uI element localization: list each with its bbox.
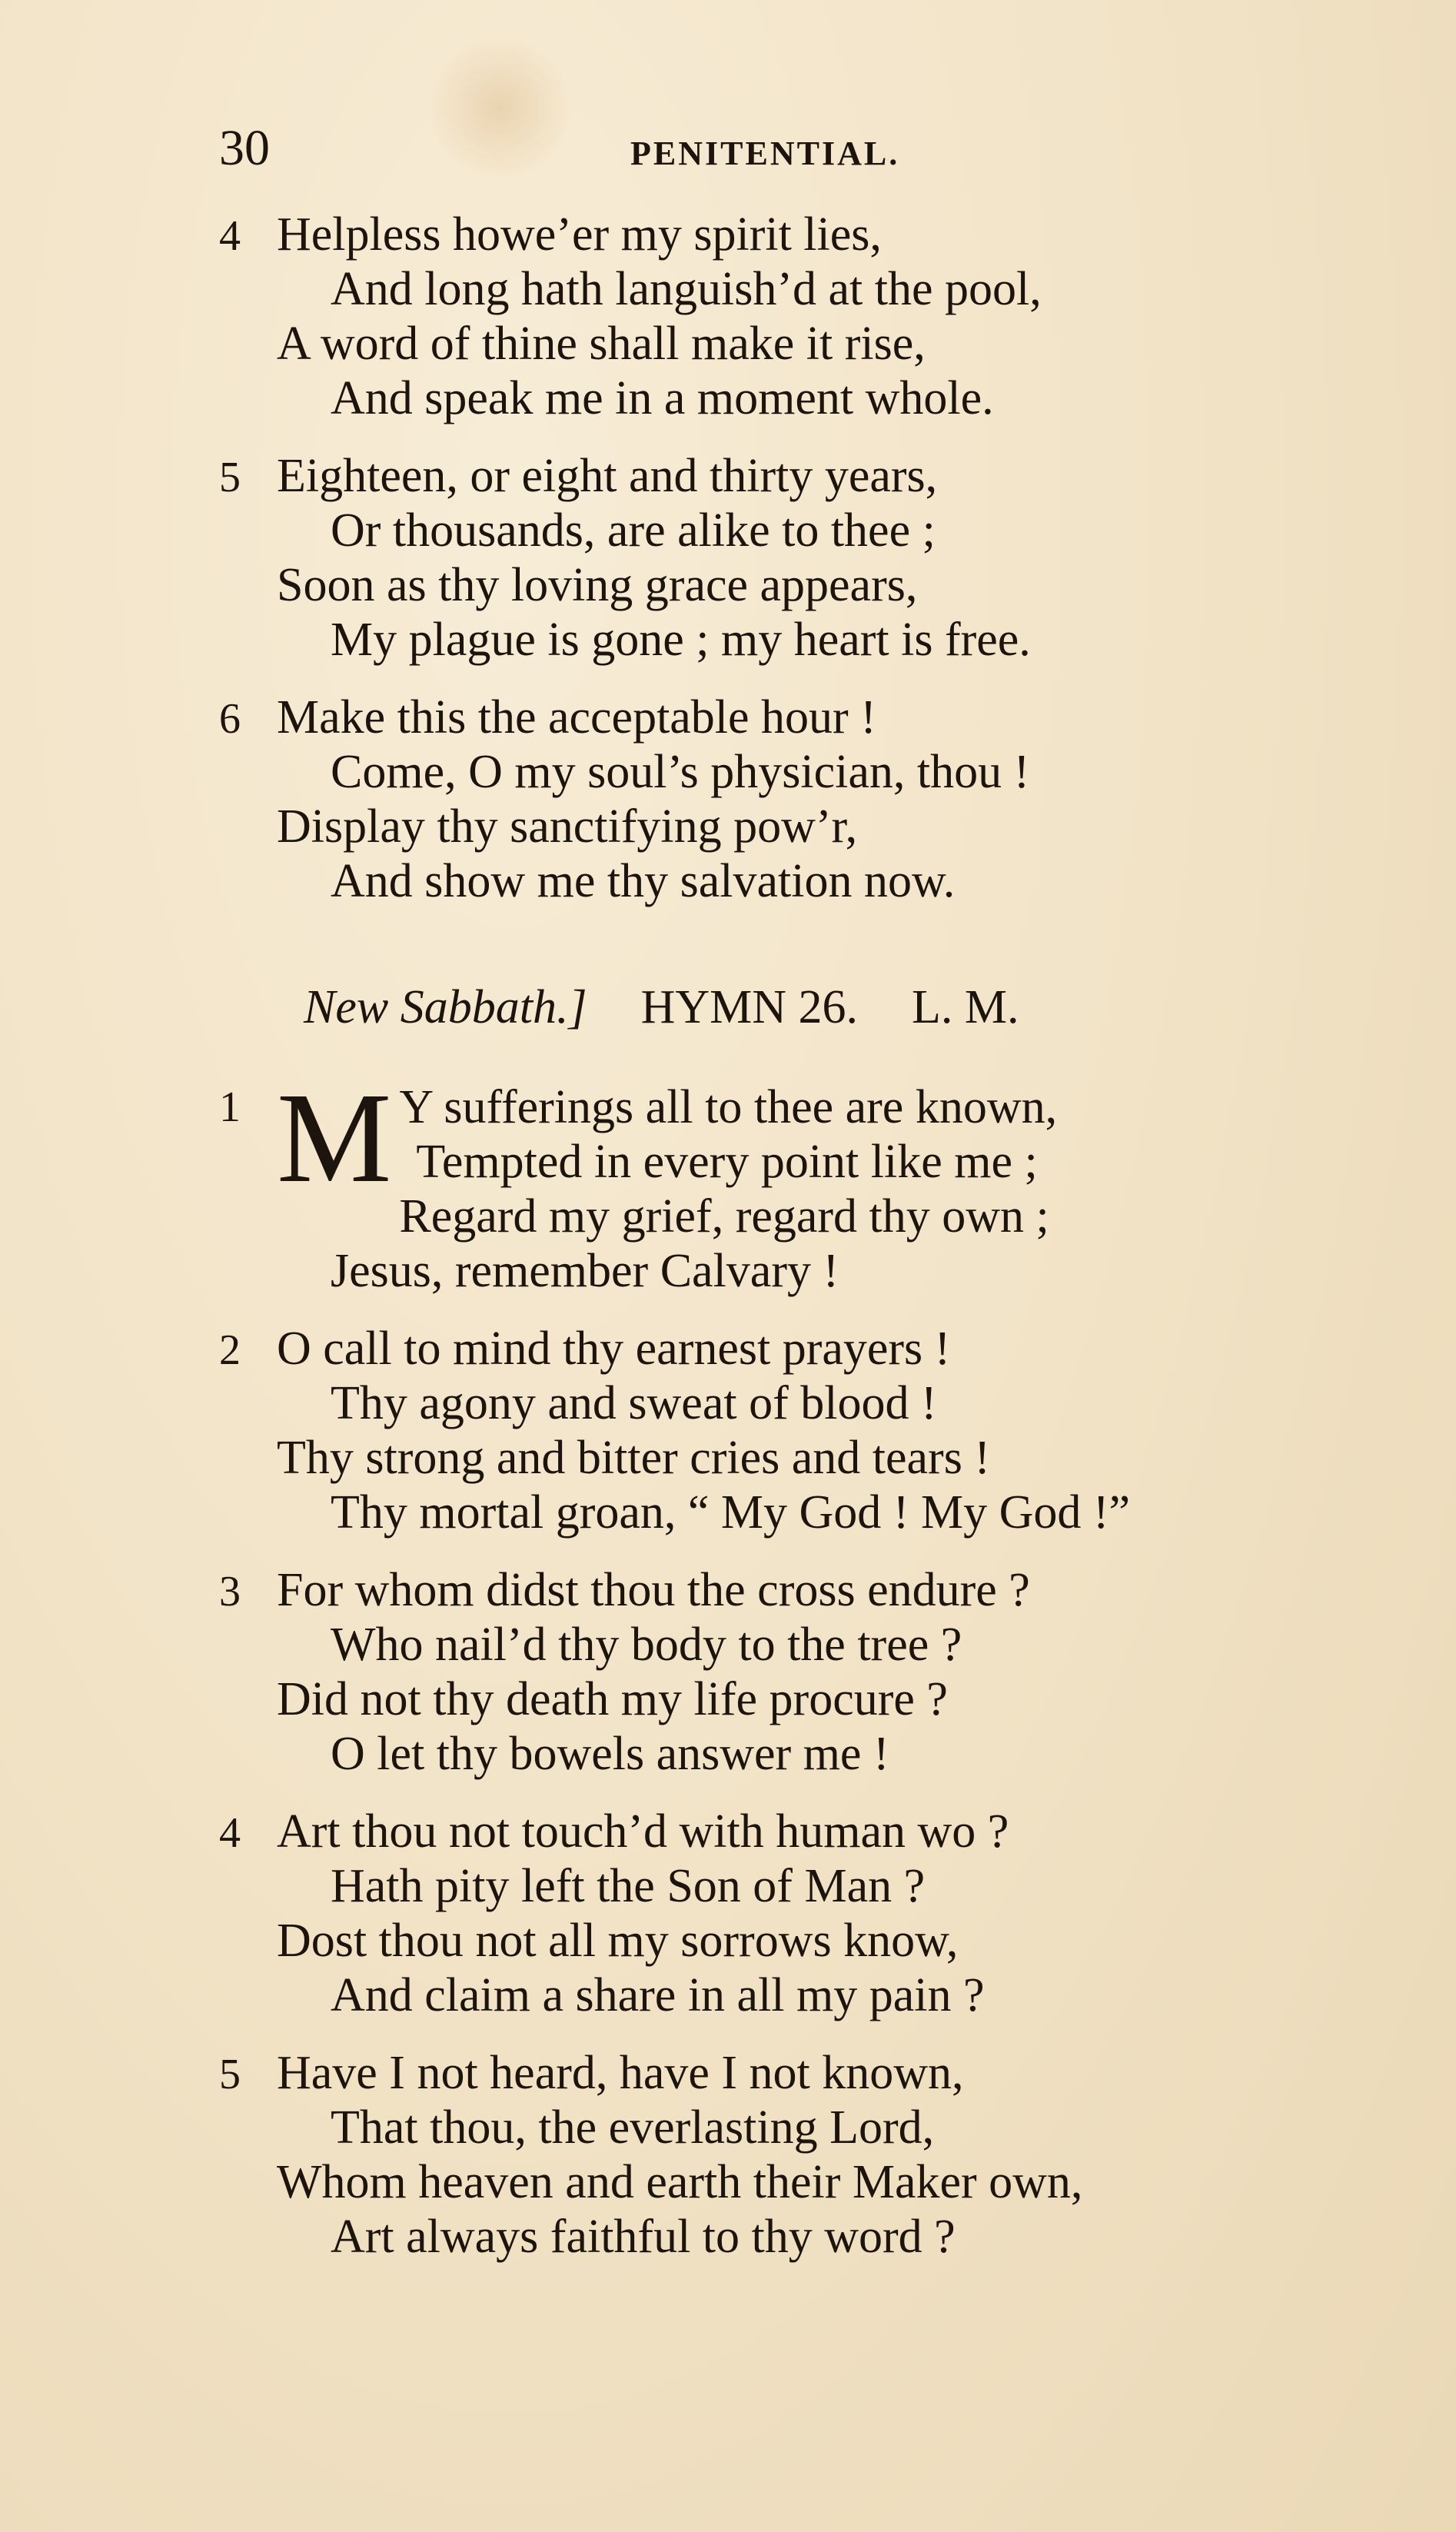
verse-line: My plague is gone ; my heart is free. [331, 614, 1031, 666]
drop-cap: M [277, 1066, 392, 1209]
verse-line: Soon as thy loving grace appears, [277, 559, 918, 611]
verse-line: And claim a share in all my pain ? [331, 1969, 985, 2021]
verse-line: 5 Eighteen, or eight and thirty years, [219, 449, 1280, 504]
verse-line: Regard my grief, regard thy own ; [399, 1190, 1049, 1243]
verse-line: Or thousands, are alike to thee ; [331, 504, 936, 557]
verse-line: 6 Make this the acceptable hour ! [219, 690, 1280, 745]
verse-line: Whom heaven and earth their Maker own, [277, 2156, 1083, 2208]
stanza-number: 1 [219, 1083, 241, 1131]
verse-line: Did not thy death my life procure ? [277, 1673, 948, 1725]
stanza-number: 5 [219, 2051, 241, 2098]
drop-cap-block [219, 1066, 1280, 1209]
stanza-number: 6 [219, 695, 241, 743]
running-head [219, 121, 1218, 175]
verse-line: A word of thine shall make it rise, [277, 318, 926, 370]
stanza-number: 4 [219, 1809, 241, 1857]
hymn-meter: L. M. [912, 981, 1019, 1033]
verse-line: Thy mortal groan, “ My God ! My God !” [331, 1486, 1131, 1539]
section-title: PENITENTIAL. [630, 135, 900, 172]
stanza-number: 2 [219, 1326, 241, 1374]
verse-line: And speak me in a moment whole. [331, 372, 994, 424]
verse-line: 4 Helpless howe’er my spirit lies, [219, 208, 1280, 262]
verse-line: 2 O call to mind thy earnest prayers ! [219, 1322, 1280, 1376]
tune-name: New Sabbath.] [304, 981, 587, 1033]
stanza-4 [219, 1805, 1280, 2023]
page-number: 30 [219, 120, 270, 176]
hymn-26-body [219, 1066, 1280, 2287]
verse-line: Art always faithful to thy word ? [331, 2211, 956, 2263]
verse-line: Come, O my soul’s physician, thou ! [331, 746, 1030, 798]
verse-line: That thou, the everlasting Lord, [331, 2101, 935, 2154]
stanza-number: 5 [219, 454, 241, 501]
stanza-4 [219, 208, 1280, 426]
verse-line: Hath pity left the Son of Man ? [331, 1860, 926, 1912]
verse-line: Thy agony and sweat of blood ! [331, 1377, 937, 1429]
stanza-1 [219, 1066, 1280, 1299]
verse-line: Jesus, remember Calvary ! [331, 1245, 839, 1297]
stanza-number: 3 [219, 1568, 241, 1615]
hymn-heading [304, 977, 1019, 1038]
verse-line: Display thy sanctifying pow’r, [277, 800, 858, 853]
stanza-6 [219, 690, 1280, 909]
stanza-5 [219, 2046, 1280, 2264]
verse-line: O let thy bowels answer me ! [331, 1728, 889, 1780]
stanza-number: 4 [219, 212, 241, 260]
verse-line: Thy strong and bitter cries and tears ! [277, 1432, 990, 1484]
verse-line: Who nail’d thy body to the tree ? [331, 1619, 962, 1671]
stanza-5 [219, 449, 1280, 667]
verse-line: Dost thou not all my sorrows know, [277, 1915, 959, 1967]
verse-line: Y sufferings all to thee are known, [399, 1081, 1058, 1133]
verse-line: And show me thy salvation now. [331, 855, 956, 907]
verse-line: 3 For whom didst thou the cross endure ? [219, 1563, 1280, 1618]
stanza-3 [219, 1563, 1280, 1782]
stanza-2 [219, 1322, 1280, 1540]
verse-line: 5 Have I not heard, have I not known, [219, 2046, 1280, 2101]
verse-line: 4 Art thou not touch’d with human wo ? [219, 1805, 1280, 1859]
verse-line: Tempted in every point like me ; [416, 1136, 1038, 1188]
hymn-title: HYMN 26. [640, 981, 859, 1033]
hymn-25-continuation [219, 208, 1280, 932]
verse-line: And long hath languish’d at the pool, [331, 263, 1042, 315]
